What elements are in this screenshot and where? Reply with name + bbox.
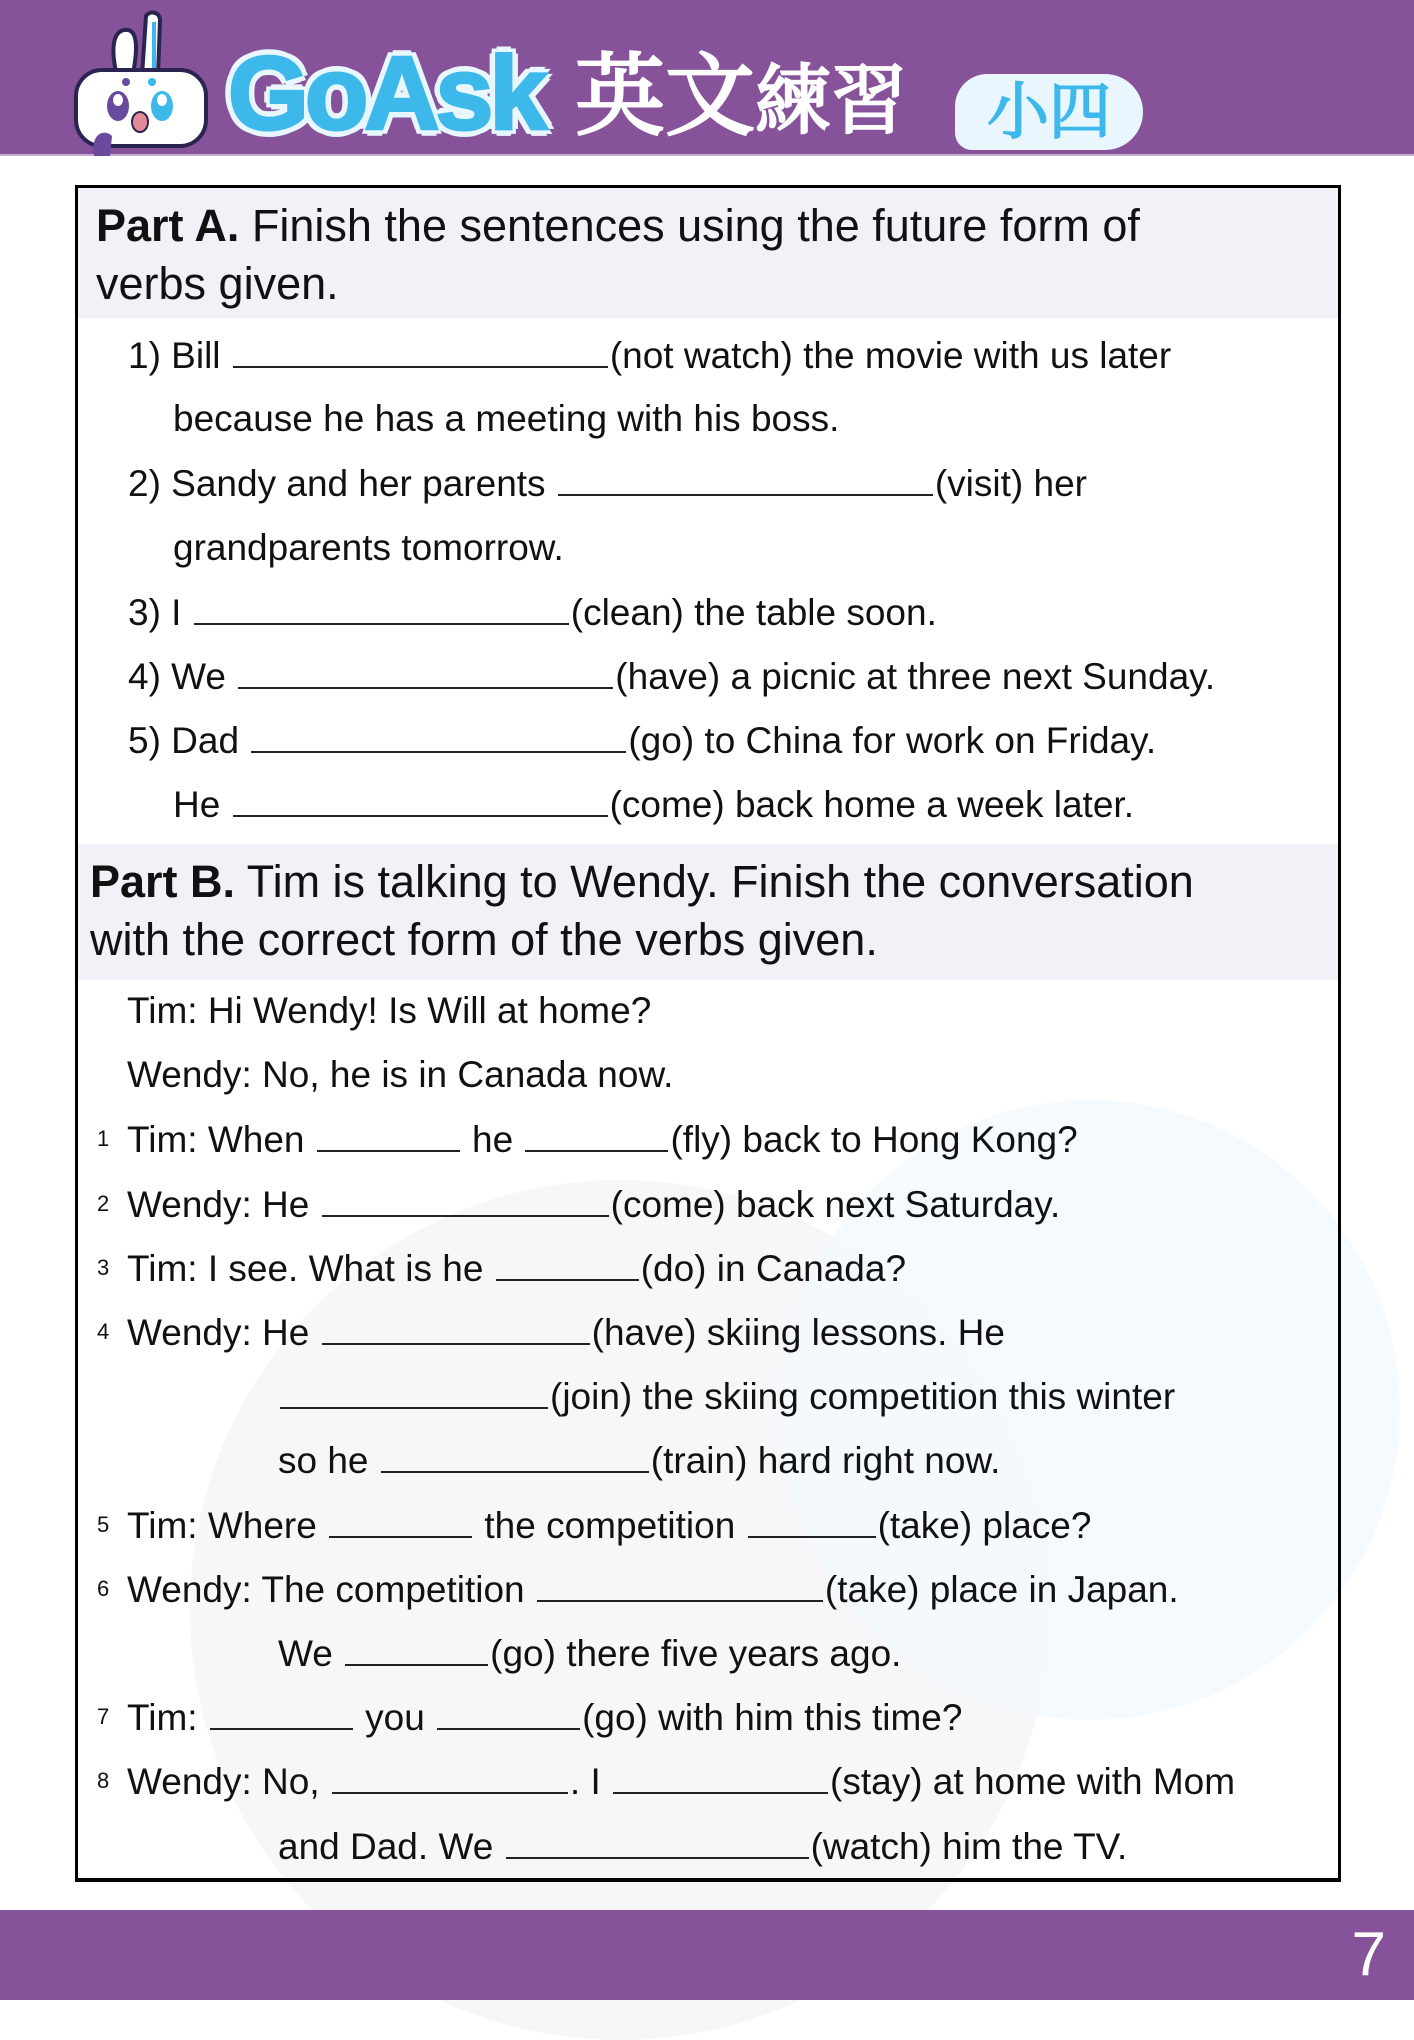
part-b-line bbox=[127, 1502, 1091, 1549]
question-number: 4 bbox=[97, 1319, 110, 1344]
part-a-line bbox=[128, 332, 1171, 379]
rabbit-mascot-logo bbox=[70, 10, 210, 156]
line-text: Tim: I see. What is he bbox=[127, 1247, 494, 1289]
part-b-line bbox=[127, 1052, 673, 1098]
line-text: he bbox=[461, 1119, 524, 1161]
line-text: 3) I bbox=[128, 591, 192, 633]
part-b-line bbox=[278, 1437, 1000, 1484]
line-text: (go) there five years ago. bbox=[490, 1633, 902, 1674]
part-b-line bbox=[278, 1630, 901, 1677]
part-b-line bbox=[127, 1245, 906, 1292]
line-text: Tim: Hi Wendy! Is Will at home? bbox=[127, 990, 652, 1031]
part-a-line bbox=[128, 717, 1156, 764]
line-text: and Dad. We bbox=[278, 1825, 504, 1867]
line-text: (do) in Canada? bbox=[640, 1247, 907, 1289]
answer-blank[interactable] bbox=[381, 1437, 649, 1473]
answer-blank[interactable] bbox=[238, 653, 613, 689]
header-bar bbox=[0, 0, 1414, 156]
line-text: Tim: When bbox=[127, 1119, 315, 1161]
line-text: so he bbox=[278, 1440, 379, 1482]
answer-blank[interactable] bbox=[345, 1630, 488, 1666]
part-a-line bbox=[173, 525, 564, 571]
part-a-line bbox=[128, 460, 1087, 507]
line-text: 4) We bbox=[128, 656, 237, 697]
answer-blank[interactable] bbox=[748, 1502, 876, 1538]
part-a-line bbox=[173, 781, 1134, 828]
answer-blank[interactable] bbox=[233, 781, 608, 817]
line-text: Wendy: The competition bbox=[127, 1568, 535, 1610]
line-text: Wendy: He bbox=[127, 1312, 320, 1353]
title-chinese bbox=[575, 44, 907, 149]
answer-blank[interactable] bbox=[613, 1758, 828, 1794]
part-b-line bbox=[278, 1373, 1175, 1420]
answer-blank[interactable] bbox=[537, 1566, 823, 1602]
line-text: Wendy: He bbox=[127, 1183, 320, 1225]
answer-blank[interactable] bbox=[329, 1502, 472, 1538]
line-text: (join) the skiing competition this winter bbox=[550, 1376, 1176, 1418]
brand-logo-text: GoAsk bbox=[228, 36, 544, 152]
answer-blank[interactable] bbox=[332, 1758, 568, 1794]
question-number: 2 bbox=[97, 1190, 110, 1216]
part-a-label: Part A. bbox=[96, 200, 240, 251]
line-text: (not watch) the movie with us later bbox=[609, 335, 1172, 376]
title-practice: 練習 bbox=[755, 56, 907, 145]
answer-blank[interactable] bbox=[322, 1309, 590, 1345]
part-b-line bbox=[127, 1181, 1060, 1228]
footer-bar bbox=[0, 1910, 1414, 2000]
answer-blank[interactable] bbox=[322, 1181, 609, 1217]
part-b-line bbox=[127, 1116, 1078, 1163]
answer-blank[interactable] bbox=[317, 1116, 460, 1152]
answer-blank[interactable] bbox=[251, 717, 626, 753]
line-text: (clean) the table soon. bbox=[570, 591, 937, 633]
line-text: (watch) him the TV. bbox=[810, 1825, 1128, 1867]
question-number: 8 bbox=[97, 1768, 110, 1794]
line-text: Wendy: No, he is in Canada now. bbox=[127, 1054, 674, 1096]
part-b-line bbox=[127, 1694, 962, 1741]
answer-blank[interactable] bbox=[496, 1245, 639, 1281]
line-text: (come) back next Saturday. bbox=[610, 1183, 1061, 1225]
line-text: Tim: Where bbox=[127, 1504, 328, 1546]
part-b-line bbox=[127, 988, 651, 1034]
line-text: (come) back home a week later. bbox=[609, 784, 1134, 826]
line-text: because he has a meeting with his boss. bbox=[173, 398, 840, 440]
line-text: Wendy: No, bbox=[127, 1761, 330, 1803]
line-text: 2) Sandy and her parents bbox=[128, 463, 556, 505]
part-a-line bbox=[173, 396, 839, 442]
line-text: (train) hard right now. bbox=[650, 1440, 1001, 1482]
part-a-line bbox=[128, 589, 937, 636]
part-a-instruction-line-1: Finish the sentences using the future form of bbox=[251, 200, 1140, 251]
part-b-line bbox=[278, 1823, 1127, 1870]
line-text: . I bbox=[569, 1761, 612, 1803]
part-a-instruction-line-2: verbs given. bbox=[96, 258, 339, 309]
line-text: (visit) her bbox=[934, 463, 1087, 505]
line-text: 1) Bill bbox=[128, 335, 231, 376]
part-b-label: Part B. bbox=[90, 856, 236, 907]
line-text: (go) to China for work on Friday. bbox=[628, 720, 1157, 762]
part-b-instruction-line-1: Tim is talking to Wendy. Finish the conversation bbox=[246, 856, 1194, 907]
line-text: (go) with him this time? bbox=[582, 1697, 963, 1739]
answer-blank[interactable] bbox=[280, 1373, 548, 1409]
line-text: We bbox=[278, 1633, 344, 1674]
line-text: (stay) at home with Mom bbox=[830, 1761, 1236, 1803]
answer-blank[interactable] bbox=[210, 1694, 353, 1730]
page-number: 7 bbox=[1351, 1920, 1386, 1989]
question-number: 1 bbox=[97, 1126, 110, 1152]
part-b-instruction-line-2: with the correct form of the verbs given. bbox=[90, 914, 878, 965]
line-text: 5) Dad bbox=[128, 720, 250, 762]
grade-badge: 小四 bbox=[955, 74, 1143, 150]
question-number: 5 bbox=[97, 1511, 110, 1537]
question-number: 3 bbox=[97, 1254, 110, 1280]
line-text: (have) skiing lessons. He bbox=[591, 1312, 1005, 1353]
line-text: grandparents tomorrow. bbox=[173, 526, 564, 568]
question-number: 7 bbox=[97, 1704, 110, 1730]
line-text: Tim: bbox=[127, 1697, 208, 1739]
line-text: (fly) back to Hong Kong? bbox=[670, 1119, 1078, 1161]
title-english: 英文 bbox=[575, 44, 755, 149]
answer-blank[interactable] bbox=[525, 1116, 668, 1152]
answer-blank[interactable] bbox=[558, 460, 933, 496]
line-text: (take) place in Japan. bbox=[824, 1568, 1179, 1610]
part-b-line bbox=[127, 1758, 1235, 1805]
line-text: (take) place? bbox=[877, 1504, 1092, 1546]
answer-blank[interactable] bbox=[437, 1694, 580, 1730]
part-b-line bbox=[127, 1309, 1005, 1356]
line-text: He bbox=[173, 784, 231, 826]
answer-blank[interactable] bbox=[233, 332, 608, 368]
answer-blank[interactable] bbox=[194, 589, 569, 625]
line-text: (have) a picnic at three next Sunday. bbox=[615, 656, 1216, 697]
answer-blank[interactable] bbox=[506, 1823, 809, 1859]
part-b-line bbox=[127, 1566, 1179, 1613]
line-text: the competition bbox=[474, 1504, 746, 1546]
part-a-line bbox=[128, 653, 1215, 700]
line-text: you bbox=[354, 1697, 436, 1739]
question-number: 6 bbox=[97, 1575, 110, 1601]
